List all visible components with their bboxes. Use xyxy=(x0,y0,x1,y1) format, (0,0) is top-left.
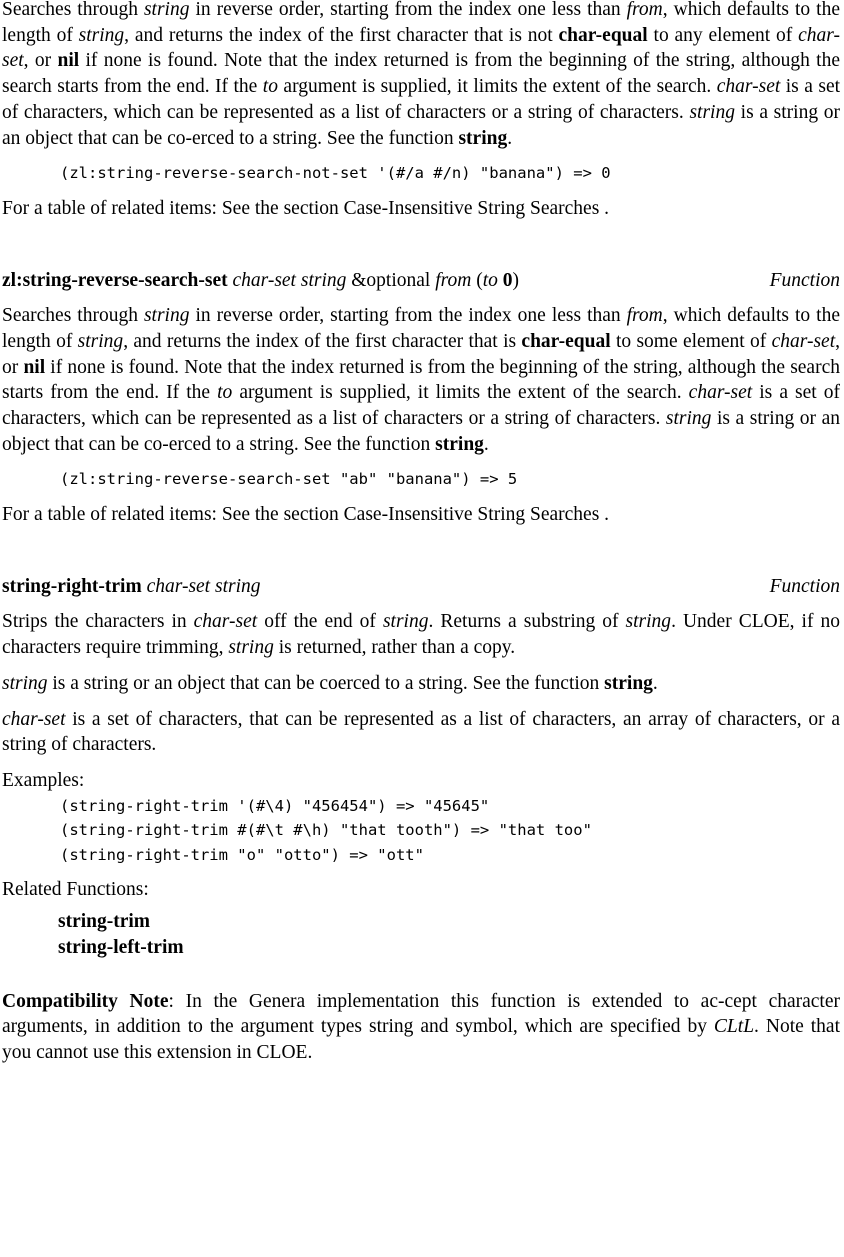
entry3-example-line: (string-right-trim #(#\t #\h) "that tooth") => "that too" xyxy=(60,821,592,840)
text-run: is a set of characters, which can be represented as a list of characters or a string of characters. xyxy=(2,382,840,430)
text-run: to any element of xyxy=(647,24,799,46)
text-run: . xyxy=(652,672,658,694)
entry3-type: Function xyxy=(769,575,840,597)
entry2-signature xyxy=(2,268,519,294)
text-run: Searches through xyxy=(2,0,144,20)
bold-term: string xyxy=(604,672,653,694)
text-run: , and returns the index of the first character that is xyxy=(123,330,522,352)
text-run: is returned, rather than a copy. xyxy=(273,637,516,659)
italic-term: string xyxy=(143,0,190,20)
entry2-type: Function xyxy=(769,269,840,291)
text-run: is a string or an object that can be co-erced to a string. See the function xyxy=(2,408,840,455)
italic-term: char-set xyxy=(2,24,840,72)
italic-term: string xyxy=(228,637,274,659)
bold-term: nil xyxy=(23,356,46,378)
italic-term: to xyxy=(217,382,233,404)
entry1-description xyxy=(2,0,840,151)
entry1-related-text: For a table of related items: See the section Case-Insensitive String Searches . xyxy=(2,197,610,219)
entry3-function-name: string-right-trim xyxy=(2,575,142,597)
text-run: Strips the characters in xyxy=(2,611,194,633)
entry3-arguments xyxy=(142,576,261,597)
entry2-arguments xyxy=(228,270,519,291)
text-run: is a set of characters, which can be represented as a list of characters or a string of characters. xyxy=(2,76,841,123)
bold-term: string xyxy=(435,433,484,455)
entry3-paragraph-3 xyxy=(2,707,840,758)
text-run: . Note that you cannot use this extension in CLOE. xyxy=(2,1016,840,1063)
entry2-description xyxy=(2,303,840,457)
document-page xyxy=(2,0,840,1066)
italic-term: to xyxy=(482,269,498,291)
italic-term: from xyxy=(435,269,472,291)
text-run: . xyxy=(483,433,489,455)
text-run: in reverse order, starting from the index one less than xyxy=(189,305,627,327)
text-run: , or xyxy=(23,50,58,72)
entry3-examples xyxy=(2,794,840,868)
entry3-compatibility-note xyxy=(2,989,840,1066)
bold-term: nil xyxy=(57,50,80,72)
text-run: : In the Genera implementation this function is extended to ac-cept character arguments, in addition to the argument types string and symbol, which are specified by xyxy=(2,990,840,1038)
italic-term: char-set xyxy=(2,708,66,730)
bold-term: char-equal xyxy=(521,330,611,352)
text-run: . xyxy=(507,127,513,149)
bold-term: string xyxy=(458,127,508,149)
text-run: if none is found. Note that the index returned is from the beginning of the string, although the search starts from the end. If the xyxy=(2,50,840,98)
bold-term: Compatibility Note xyxy=(2,990,169,1012)
entry3-paragraph-1 xyxy=(2,609,840,660)
text-run: . Under CLOE, if no characters require trimming, xyxy=(2,611,840,659)
entry2-related-text: For a table of related items: See the section Case-Insensitive String Searches . xyxy=(2,504,610,526)
text-run: to some element of xyxy=(610,330,772,352)
italic-term: string xyxy=(143,305,190,327)
italic-term: char-set xyxy=(716,76,781,98)
italic-term: string xyxy=(689,101,735,123)
italic-term: to xyxy=(262,76,278,98)
bold-term: 0 xyxy=(502,269,513,291)
text-run: argument is supplied, it limits the extent of the search. xyxy=(277,76,717,98)
italic-term: char-set xyxy=(771,330,836,352)
text-run: , or xyxy=(2,330,841,378)
entry2-function-name: zl:string-reverse-search-set xyxy=(2,269,228,291)
italic-term: char-set xyxy=(688,382,753,404)
related-function-link[interactable]: string-trim xyxy=(58,911,151,933)
text-run: , and returns the index of the first character that is not xyxy=(124,24,559,46)
related-function-link[interactable]: string-left-trim xyxy=(58,936,184,958)
entry3-paragraph-2 xyxy=(2,671,840,697)
entry3-example-line: (string-right-trim '(#\4) "456454") => "45645" xyxy=(60,796,490,815)
italic-term: string xyxy=(77,330,124,352)
text-run: if none is found. Note that the index returned is from the beginning of the string, although the search starts from the end. If the xyxy=(2,356,840,404)
italic-term: char-set string xyxy=(232,269,347,291)
text-run: ( xyxy=(471,269,483,291)
text-run: . Returns a substring of xyxy=(428,611,626,633)
bold-term: char-equal xyxy=(558,24,648,46)
text-run: argument is supplied, it limits the extent of the search. xyxy=(232,382,689,404)
entry1-example: (zl:string-reverse-search-not-set '(#/a #/n) "banana") => 0 xyxy=(60,164,611,183)
entry2-header xyxy=(2,268,840,294)
text-run: in reverse order, starting from the index one less than xyxy=(189,0,627,20)
italic-term: from xyxy=(626,305,663,327)
text-run: ) xyxy=(512,269,519,291)
text-run: is a set of characters, that can be represented as a list of characters, an array of characters, or a string of characters. xyxy=(2,708,840,756)
text-run: is a string or an object that can be co-erced to a string. See the function xyxy=(2,101,841,149)
italic-term: string xyxy=(78,24,125,46)
italic-term: char-set xyxy=(193,611,258,633)
italic-term: from xyxy=(626,0,663,20)
italic-term: string xyxy=(625,611,672,633)
italic-term: string xyxy=(382,611,429,633)
italic-term: char-set string xyxy=(146,575,261,597)
entry3-signature xyxy=(2,574,261,600)
text-run: Searches through xyxy=(2,305,144,327)
italic-term: CLtL xyxy=(713,1016,755,1038)
text-run: is a string or an object that can be coerced to a string. See the function xyxy=(47,672,605,694)
entry3-related-label: Related Functions: xyxy=(2,879,149,901)
entry3-header xyxy=(2,574,840,600)
text-run: &optional xyxy=(346,269,436,291)
entry3-related-list xyxy=(2,909,840,960)
entry3-example-line: (string-right-trim "o" "otto") => "ott" xyxy=(60,845,424,864)
entry2-example: (zl:string-reverse-search-set "ab" "banana") => 5 xyxy=(60,470,518,489)
italic-term: string xyxy=(665,408,712,430)
italic-term: string xyxy=(2,672,48,694)
text-run: , which defaults to the length of xyxy=(2,305,840,352)
text-run: , which defaults to the length of xyxy=(2,0,840,46)
text-run: off the end of xyxy=(257,611,383,633)
entry3-examples-label: Examples: xyxy=(2,769,85,791)
